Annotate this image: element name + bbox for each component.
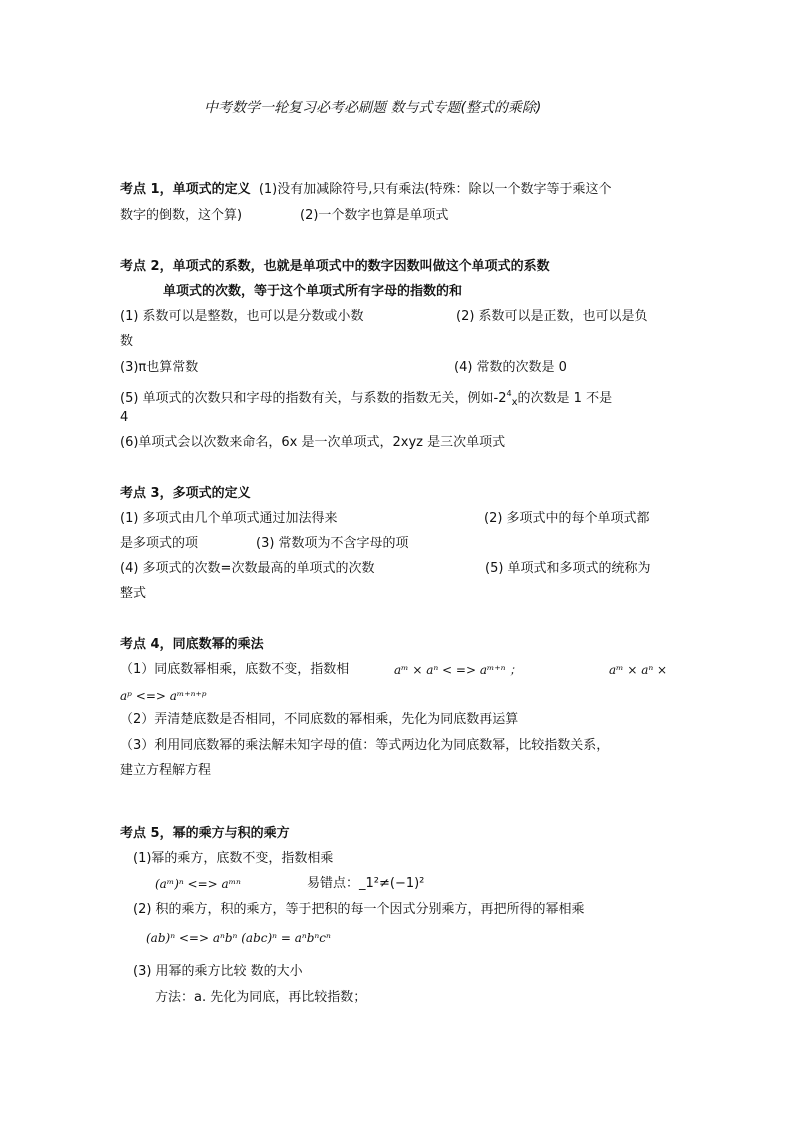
section-3-item-5: (5) 单项式和多项式的统称为 xyxy=(485,561,651,576)
formula-product-rule-3-cont: 𝑎ᵖ <=> 𝑎ᵐ⁺ⁿ⁺ᵖ xyxy=(120,689,207,703)
section-1-line: (1)没有加减除符号,只有乘法(特殊：除以一个数字等于乘这个 xyxy=(258,182,612,197)
section-5-line-1: (1)幂的乘方，底数不变，指数相乘 xyxy=(133,851,334,866)
section-5-line-3: (3) 用幂的乘方比较 数的大小 xyxy=(133,964,303,979)
common-mistake-note: 易错点：_1²≠(−1)² xyxy=(307,876,425,891)
section-3-item-2: (2) 多项式中的每个单项式都 xyxy=(484,511,650,526)
section-3-item-1: (1) 多项式由几个单项式通过加法得来 xyxy=(120,511,338,526)
section-4-line-2: （2）弄清楚底数是否相同，不同底数的幂相乘，先化为同底数再运算 xyxy=(120,712,519,727)
item-5-variable: x xyxy=(511,397,518,408)
formula-power-of-power: (𝑎ᵐ)ⁿ <=> 𝑎ᵐⁿ xyxy=(155,877,241,891)
formula-product-rule-3: 𝑎ᵐ × 𝑎ⁿ × xyxy=(609,663,668,677)
section-5-heading: 考点 5，幂的乘方与积的乘方 xyxy=(120,826,290,841)
item-5-text-end: 的次数是 1 不是 xyxy=(517,391,613,406)
section-2-item-3: (3)π也算常数 xyxy=(120,360,199,375)
item-5-exponent: 4 xyxy=(506,389,512,398)
section-4-line-3: （3）利用同底数幂的乘法解未知字母的值：等式两边化为同底数幂，比较指数关系， xyxy=(120,738,610,753)
section-4-heading: 考点 4，同底数幂的乘法 xyxy=(120,637,264,652)
formula-product-rule: 𝑎ᵐ × 𝑎ⁿ < => 𝑎ᵐ⁺ⁿ ； xyxy=(394,663,522,677)
section-1 xyxy=(120,180,611,200)
section-2-item-5 xyxy=(120,384,612,413)
section-2-heading: 考点 2，单项式的系数，也就是单项式中的数字因数叫做这个单项式的系数 xyxy=(120,259,550,274)
section-3-item-4: (4) 多项式的次数=次数最高的单项式的次数 xyxy=(120,561,375,576)
page-title: 中考数学一轮复习必考必刷题 数与式专题(整式的乘除) xyxy=(204,100,542,116)
section-3-item-5-cont: 整式 xyxy=(120,586,147,601)
section-1-item-2: (2)一个数字也算是单项式 xyxy=(300,208,449,223)
section-4-line-1: （1）同底数幂相乘，底数不变，指数相 xyxy=(120,662,350,677)
section-3-item-2-cont: 是多项式的项 xyxy=(120,536,199,551)
section-2-item-6: (6)单项式会以次数来命名，6x 是一次单项式，2xyz 是三次单项式 xyxy=(120,435,506,450)
section-1-text: 数字的倒数，这个算) xyxy=(120,208,243,223)
section-2-item-4: (4) 常数的次数是 0 xyxy=(454,360,567,375)
section-2-item-1: (1) 系数可以是整数，也可以是分数或小数 xyxy=(120,309,364,324)
item-5-text: (5) 单项式的次数只和字母的指数有关，与系数的指数无关，例如-2 xyxy=(120,391,507,406)
section-5-line-2: (2) 积的乘方，积的乘方，等于把积的每一个因式分别乘方，再把所得的幂相乘 xyxy=(133,902,585,917)
section-2-item-5-cont: 4 xyxy=(120,410,129,425)
section-3-item-3: (3) 常数项为不含字母的项 xyxy=(256,536,409,551)
section-5-line-4: 方法：a. 先化为同底，再比较指数； xyxy=(155,990,367,1005)
section-1-heading: 考点 1，单项式的定义 xyxy=(120,182,251,197)
section-2-item-2: (2) 系数可以是正数，也可以是负 xyxy=(456,309,648,324)
section-2-subheading: 单项式的次数，等于这个单项式所有字母的指数的和 xyxy=(163,284,463,299)
formula-power-of-product: (ab)ⁿ <=> 𝑎ⁿ𝑏ⁿ (𝑎𝑏𝑐)ⁿ = 𝑎ⁿ𝑏ⁿ𝑐ⁿ xyxy=(146,931,331,945)
section-3-heading: 考点 3，多项式的定义 xyxy=(120,486,251,501)
section-2-item-2-cont: 数 xyxy=(120,334,134,349)
section-1-line-2 xyxy=(120,206,242,226)
section-4-line-4: 建立方程解方程 xyxy=(120,763,212,778)
